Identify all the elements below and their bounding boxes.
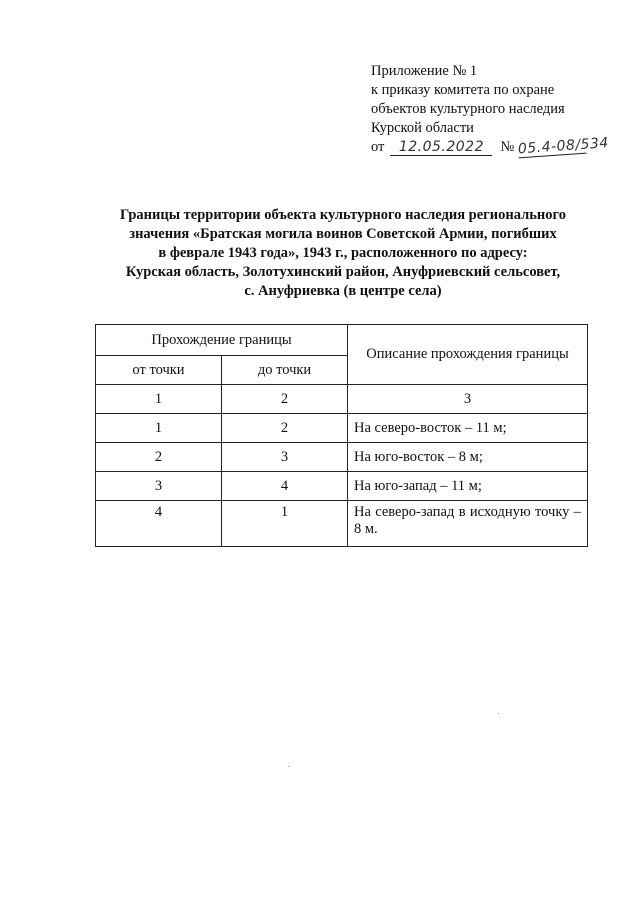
header-description: Описание прохождения границы bbox=[348, 325, 588, 385]
title-line-1: Границы территории объекта культурного наследия регионального bbox=[120, 207, 566, 223]
scan-speck bbox=[498, 713, 499, 714]
from-point-cell: 3 bbox=[96, 472, 222, 501]
description-cell: На юго-восток – 8 м; bbox=[348, 443, 588, 472]
description-cell: На северо-восток – 11 м; bbox=[348, 414, 588, 443]
appendix-line-1: Приложение № 1 bbox=[371, 63, 478, 79]
column-number: 3 bbox=[348, 385, 588, 414]
number-label: № bbox=[500, 139, 515, 155]
scan-speck bbox=[288, 766, 289, 767]
appendix-line-4: Курской области bbox=[371, 120, 474, 136]
order-date-number-row bbox=[371, 135, 621, 158]
document-title bbox=[70, 206, 616, 301]
column-number: 1 bbox=[96, 385, 222, 414]
header-to-point: до точки bbox=[222, 356, 348, 385]
from-label: от bbox=[371, 139, 385, 155]
from-point-cell: 1 bbox=[96, 414, 222, 443]
to-point-cell: 1 bbox=[222, 501, 348, 547]
title-line-5: с. Ануфриевка (в центре села) bbox=[244, 283, 442, 299]
title-line-3: в феврале 1943 года», 1943 г., расположенного по адресу: bbox=[158, 245, 528, 261]
to-point-cell: 2 bbox=[222, 414, 348, 443]
table-row bbox=[96, 443, 588, 472]
description-cell: На северо-запад в исходную точку – 8 м. bbox=[348, 501, 588, 547]
column-number: 2 bbox=[222, 385, 348, 414]
table-row bbox=[96, 472, 588, 501]
appendix-line-2: к приказу комитета по охране bbox=[371, 82, 555, 98]
header-from-point: от точки bbox=[96, 356, 222, 385]
title-line-2: значения «Братская могила воинов Советской Армии, погибших bbox=[129, 226, 557, 242]
table-row bbox=[96, 414, 588, 443]
appendix-line-3: объектов культурного наследия bbox=[371, 101, 565, 117]
boundary-table bbox=[95, 324, 588, 547]
from-point-cell: 2 bbox=[96, 443, 222, 472]
to-point-cell: 4 bbox=[222, 472, 348, 501]
description-cell: На юго-запад – 11 м; bbox=[348, 472, 588, 501]
to-point-cell: 3 bbox=[222, 443, 348, 472]
table-row bbox=[96, 501, 588, 547]
table-header-row bbox=[96, 325, 588, 356]
from-point-cell: 4 bbox=[96, 501, 222, 547]
order-number: 05.4-08/534 bbox=[517, 135, 610, 158]
header-passage: Прохождение границы bbox=[96, 325, 348, 356]
title-line-4: Курская область, Золотухинский район, Ануфриевский сельсовет, bbox=[125, 264, 561, 280]
order-date: 12.05.2022 bbox=[390, 140, 492, 156]
appendix-header bbox=[371, 62, 621, 157]
column-number-row bbox=[96, 385, 588, 414]
